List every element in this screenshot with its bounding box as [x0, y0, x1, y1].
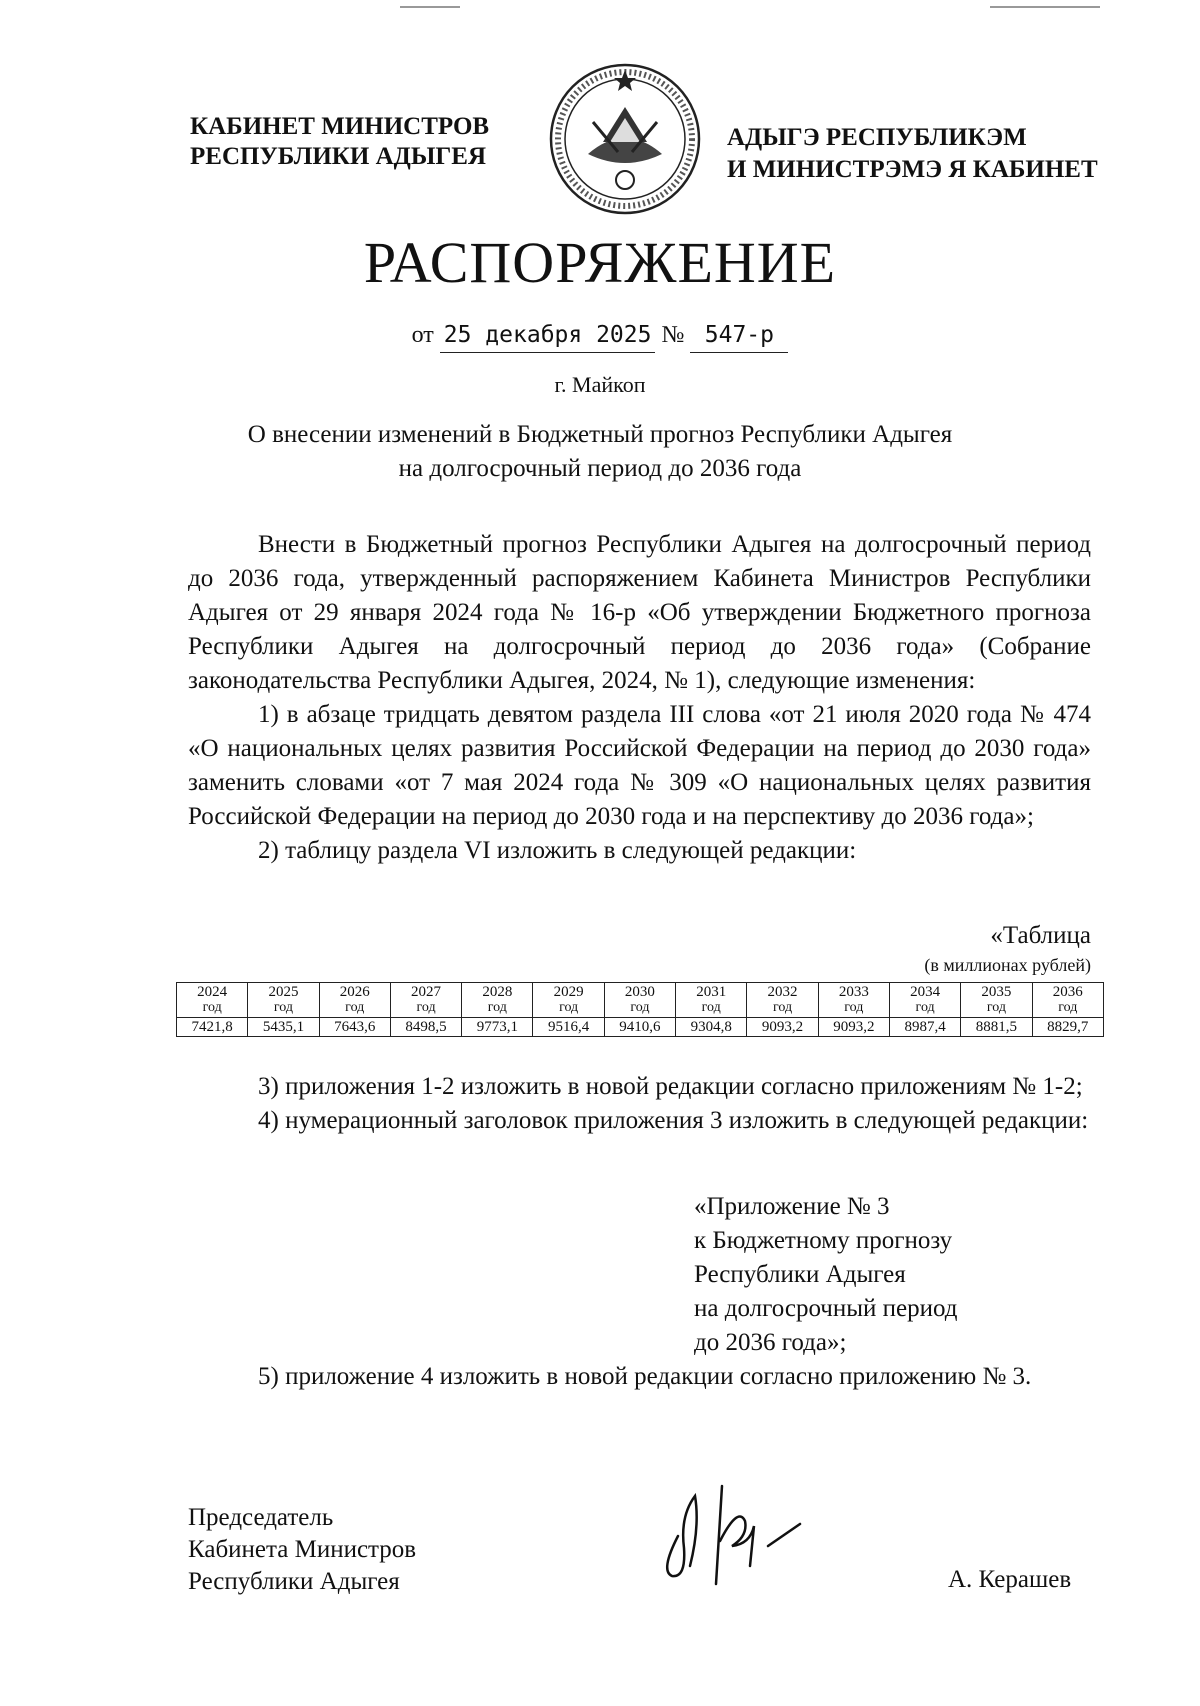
appendix-heading: [694, 1190, 1114, 1360]
scan-mark: [990, 6, 1100, 8]
year-label: 2028: [482, 984, 513, 1000]
table-year-cell: [889, 983, 960, 1018]
order-date: 25 декабря 2025: [440, 318, 656, 353]
document-type: РАСПОРЯЖЕНИЕ: [363, 230, 837, 295]
document-title: [150, 418, 1050, 486]
body-section-1: [188, 528, 1091, 868]
table-value-cell: 9304,8: [676, 1018, 747, 1037]
table-year-cell: [961, 983, 1032, 1018]
year-label: 2035: [981, 984, 1012, 1000]
signatory-position: [188, 1502, 416, 1598]
table-caption: «Таблица: [990, 922, 1091, 949]
table-year-cell: [676, 983, 747, 1018]
year-label: 2030: [624, 984, 655, 1000]
table-value-cell: 8829,7: [1032, 1018, 1103, 1037]
year-word: год: [844, 1000, 864, 1015]
year-word: год: [915, 1000, 935, 1015]
paragraph-intro: Внести в Бюджетный прогноз Республики Адыгея на долгосрочный период до 2036 года, утвержденный распоряжением Кабинета Министров Республики Адыгея от 29 января 2024 года № 16-р «Об утверждении Бюджетного прогноза Республики Адыгея на долгосрочный период до 2036 года» (Собрание законодательства Республики Адыгея, 2024, № 1), следующие изменения:: [188, 531, 1091, 694]
year-label: 2033: [838, 984, 869, 1000]
handwritten-signature: [650, 1466, 820, 1586]
paragraph-item-3: 3) приложения 1-2 изложить в новой редакции согласно приложениям № 1-2;: [258, 1073, 1083, 1100]
year-label: 2031: [696, 984, 727, 1000]
header-left-line: РЕСПУБЛИКИ АДЫГЕЯ: [190, 143, 487, 170]
header-left: [190, 112, 520, 172]
city: г. Майкоп: [554, 372, 646, 397]
table-value-cell: 8881,5: [961, 1018, 1032, 1037]
table-value-cell: 9410,6: [604, 1018, 675, 1037]
table-value-cell: 9093,2: [747, 1018, 818, 1037]
table-value-cell: 9093,2: [818, 1018, 889, 1037]
year-label: 2026: [339, 984, 370, 1000]
year-label: 2027: [411, 984, 442, 1000]
paragraph-item-5: 5) приложение 4 изложить в новой редакции согласно приложению № 3.: [258, 1363, 1032, 1390]
order-number: 547-р: [690, 318, 788, 353]
number-sign: №: [661, 322, 685, 348]
table-year-cell: [390, 983, 461, 1018]
table-year-cell: [818, 983, 889, 1018]
table-value-cell: 8987,4: [889, 1018, 960, 1037]
title-line: на долгосрочный период до 2036 года: [398, 455, 802, 482]
year-label: 2032: [767, 984, 798, 1000]
table-unit: (в миллионах рублей): [924, 955, 1091, 975]
year-word: год: [345, 1000, 365, 1015]
body-section-2: [188, 1070, 1091, 1138]
year-label: 2034: [910, 984, 941, 1000]
title-line: О внесении изменений в Бюджетный прогноз Республики Адыгея: [247, 421, 953, 448]
table-year-cell: [533, 983, 604, 1018]
paragraph-item-4: 4) нумерационный заголовок приложения 3 изложить в следующей редакции:: [258, 1107, 1089, 1134]
table-value-cell: 5435,1: [248, 1018, 319, 1037]
year-label: 2024: [197, 984, 228, 1000]
table-year-cell: [248, 983, 319, 1018]
header-right-line: И МИНИСТРЭМЭ Я КАБИНЕТ: [727, 156, 1098, 183]
year-word: год: [416, 1000, 436, 1015]
year-word: год: [630, 1000, 650, 1015]
table-value-cell: 7421,8: [177, 1018, 248, 1037]
appendix-line: к Бюджетному прогнозу: [694, 1227, 953, 1254]
table-year-cell: [177, 983, 248, 1018]
year-label: 2025: [268, 984, 299, 1000]
appendix-line: «Приложение № 3: [694, 1193, 890, 1220]
table-year-cell: [319, 983, 390, 1018]
paragraph-item-1: 1) в абзаце тридцать девятом раздела III слова «от 21 июля 2020 года № 474 «О национальных целях развития Российской Федерации на период до 2030 года» заменить словами «от 7 мая 2024 года № 309 «О национальных целях развития Российской Федерации на период до 2030 года и на перспективу до 2036 года»;: [188, 701, 1091, 830]
forecast-table: [176, 982, 1104, 1037]
table-value-cell: 8498,5: [390, 1018, 461, 1037]
table-header-row: [177, 983, 1104, 1018]
header-left-line: КАБИНЕТ МИНИСТРОВ: [190, 113, 490, 140]
year-word: год: [273, 1000, 293, 1015]
position-line: Республики Адыгея: [188, 1568, 400, 1595]
table-value-cell: 9773,1: [462, 1018, 533, 1037]
coat-of-arms-icon: [548, 62, 702, 216]
header-right: [727, 122, 1127, 186]
position-line: Председатель: [188, 1504, 334, 1531]
scan-mark: [400, 6, 460, 8]
table-year-cell: [1032, 983, 1103, 1018]
header-right-line: АДЫГЭ РЕСПУБЛИКЭМ: [727, 124, 1027, 151]
order-date-number: [0, 318, 1200, 353]
year-word: год: [487, 1000, 507, 1015]
year-word: год: [1058, 1000, 1078, 1015]
appendix-line: Республики Адыгея: [694, 1261, 906, 1288]
table-year-cell: [462, 983, 533, 1018]
table-value-cell: 7643,6: [319, 1018, 390, 1037]
year-word: год: [701, 1000, 721, 1015]
year-word: год: [986, 1000, 1006, 1015]
position-line: Кабинета Министров: [188, 1536, 417, 1563]
year-label: 2029: [553, 984, 584, 1000]
body-section-3: [188, 1360, 1091, 1394]
appendix-line: на долгосрочный период: [694, 1295, 958, 1322]
year-word: год: [559, 1000, 579, 1015]
appendix-line: до 2036 года»;: [694, 1329, 847, 1356]
table-year-cell: [604, 983, 675, 1018]
signatory-name: А. Керашев: [948, 1566, 1072, 1593]
paragraph-item-2: 2) таблицу раздела VI изложить в следующей редакции:: [258, 837, 857, 864]
year-word: год: [772, 1000, 793, 1015]
table-year-cell: [747, 983, 818, 1018]
table-value-cell: 9516,4: [533, 1018, 604, 1037]
date-prefix: от: [411, 322, 434, 348]
year-label: 2036: [1052, 984, 1083, 1000]
table-values-row: [177, 1018, 1104, 1037]
year-word: год: [202, 1000, 222, 1015]
